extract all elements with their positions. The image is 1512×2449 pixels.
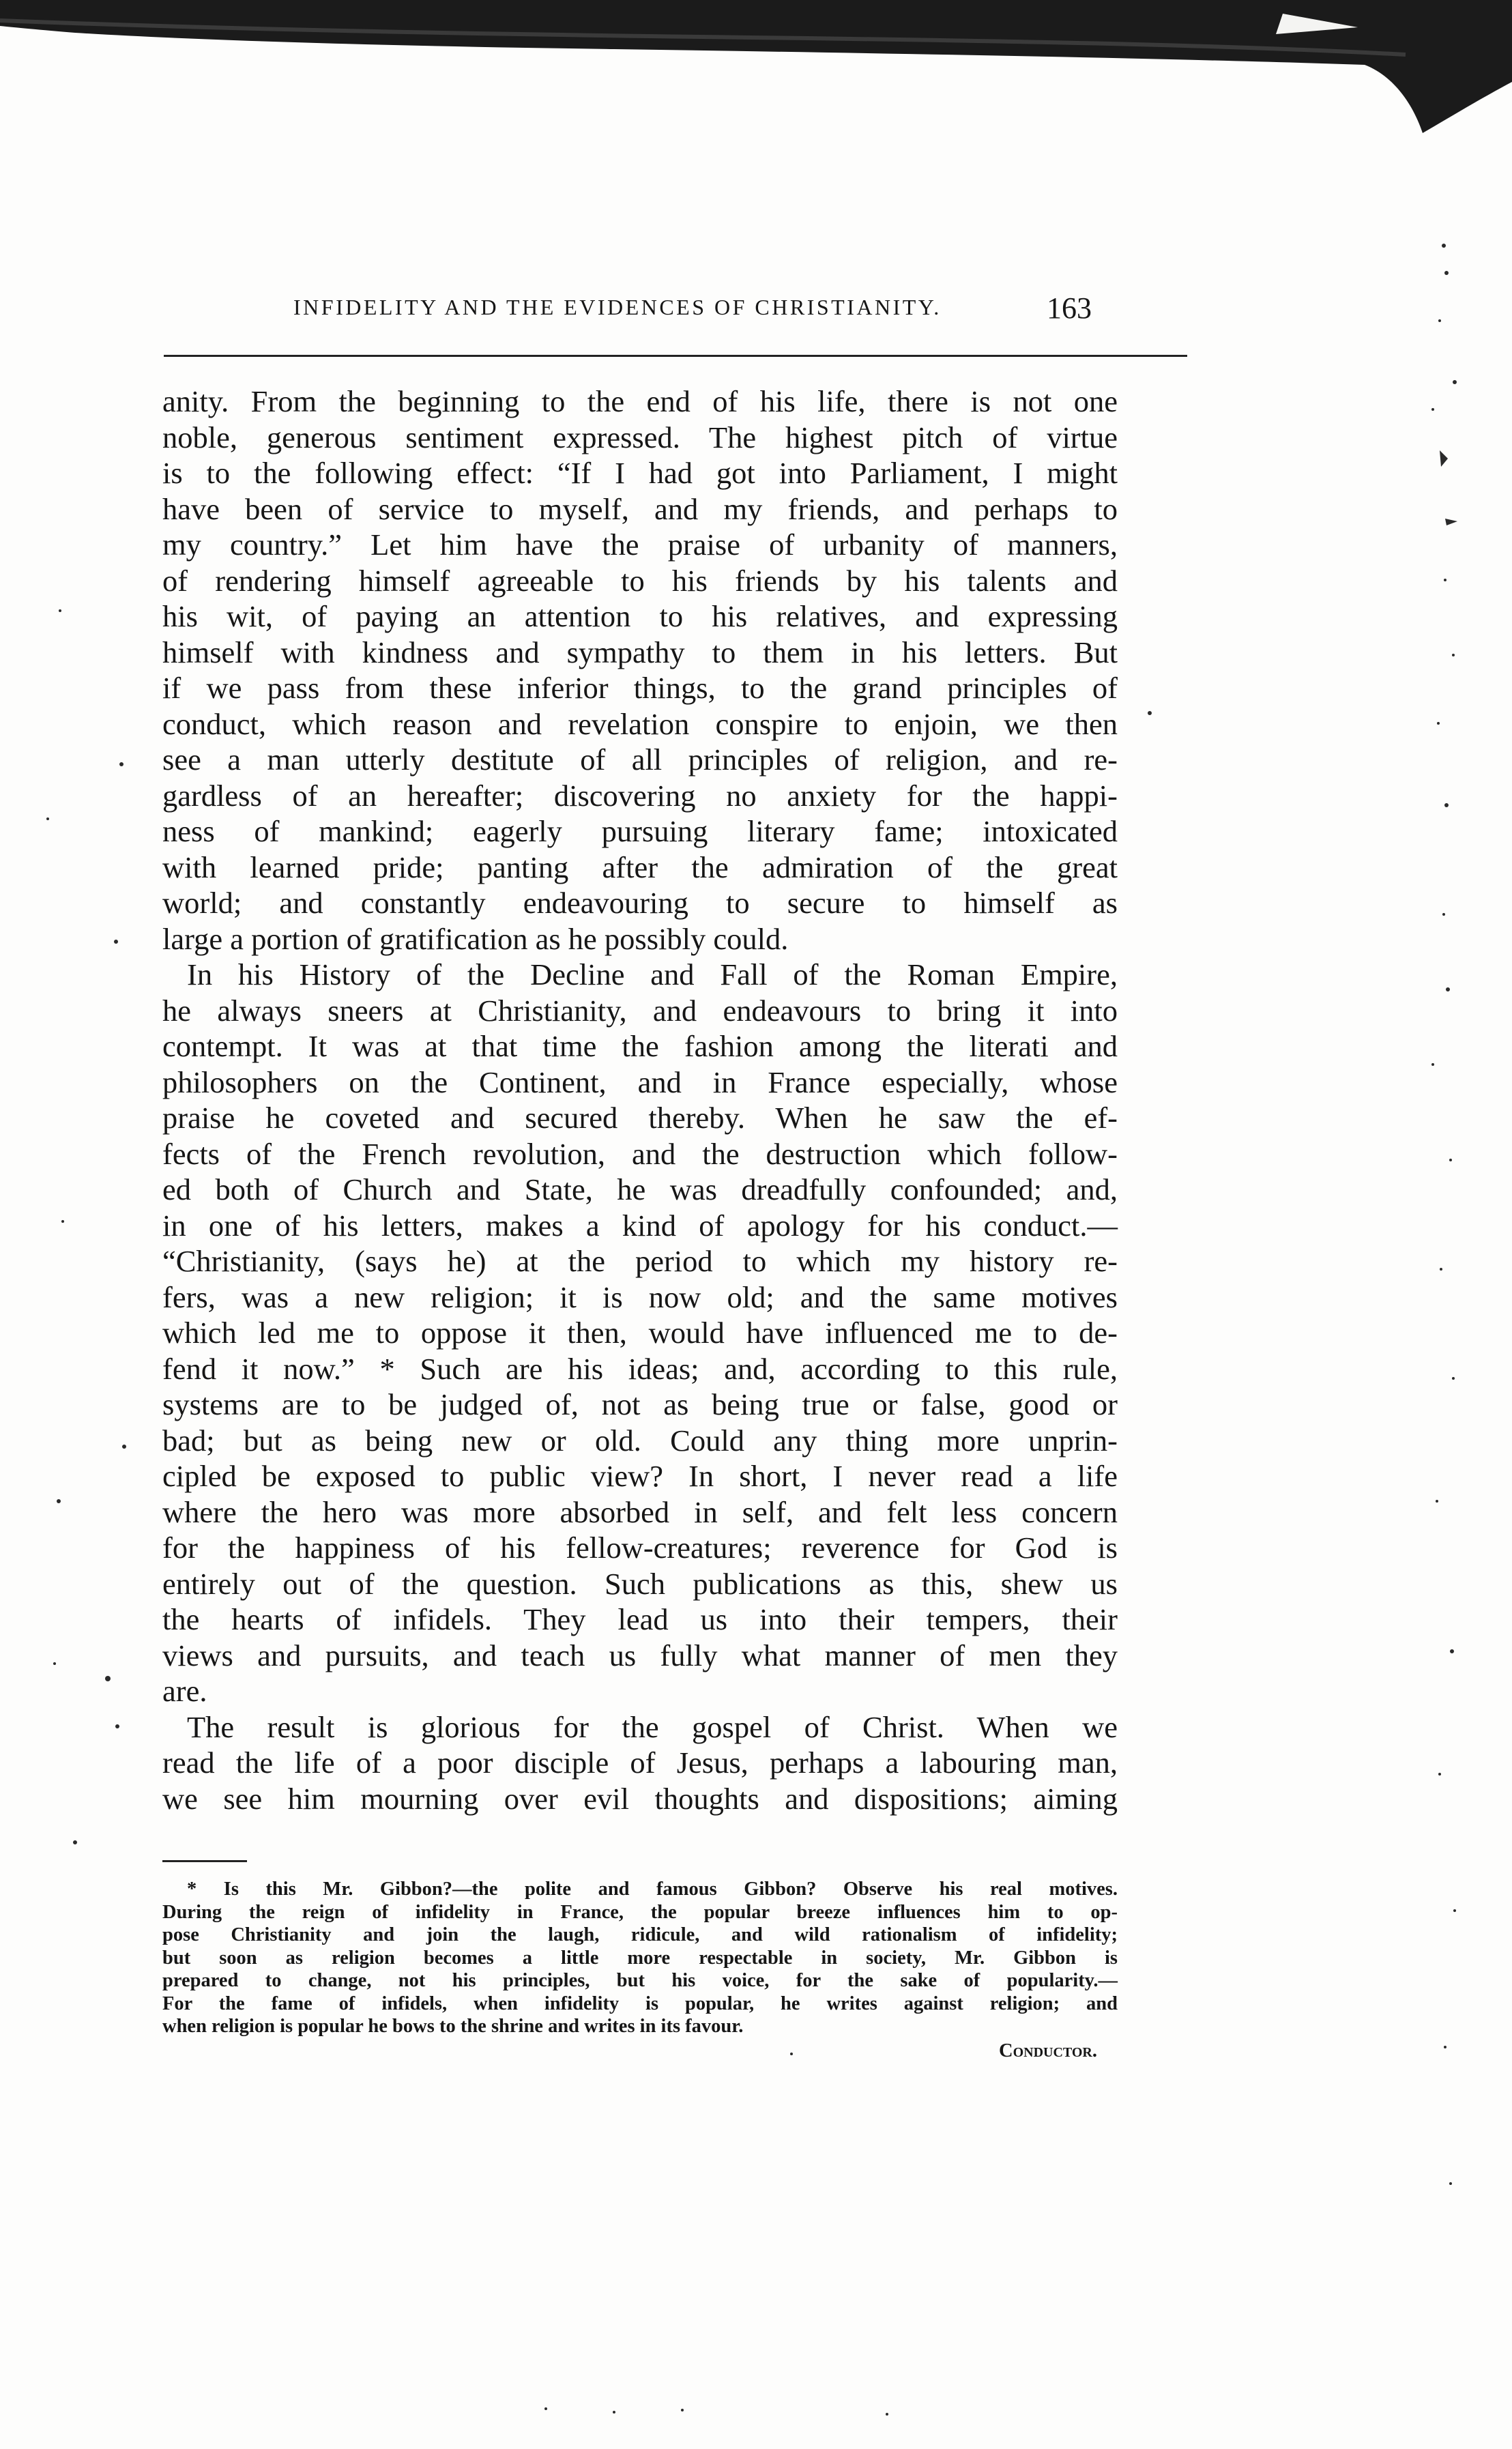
running-title: INFIDELITY AND THE EVIDENCES OF CHRISTIANITY.: [293, 295, 942, 319]
text-line: bad; but as being new or old. Could any thing more unprin-: [162, 1423, 1118, 1458]
text-line: praise he coveted and secured thereby. When he saw the ef-: [162, 1101, 1118, 1135]
footnote-signature: Conductor.: [998, 2040, 1097, 2061]
scan-edge-shadow: [0, 0, 1512, 136]
text-line: for the happiness of his fellow-creatures; reverence for God is: [162, 1531, 1118, 1565]
text-line: see a man utterly destitute of all principles of religion, and re-: [162, 742, 1118, 777]
text-line: which led me to oppose it then, would have influenced me to de-: [162, 1316, 1118, 1350]
text-line: if we pass from these inferior things, to the grand principles of: [162, 671, 1118, 705]
footnote-line: when religion is popular he bows to the shrine and writes in its favour.: [162, 2016, 744, 2037]
text-line: cipled be exposed to public view? In short, I never read a life: [162, 1459, 1118, 1493]
text-line: entirely out of the question. Such publications as this, shew us: [162, 1566, 1118, 1601]
header-rule: [164, 355, 1187, 357]
text-line: noble, generous sentiment expressed. The highest pitch of virtue: [162, 420, 1118, 454]
footnote-line: but soon as religion becomes a little more respectable in society, Mr. Gibbon is: [162, 1947, 1118, 1969]
text-line: systems are to be judged of, not as being true or false, good or: [162, 1387, 1118, 1421]
text-line: ed both of Church and State, he was dreadfully confounded; and,: [162, 1172, 1118, 1206]
text-line: conduct, which reason and revelation conspire to enjoin, we then: [162, 706, 1118, 741]
page-number: 163: [1047, 291, 1092, 325]
footnote-rule: [162, 1860, 247, 1862]
footnote-line: prepared to change, not his principles, but his voice, for the sake of popularity.—: [162, 1970, 1118, 1991]
text-line: we see him mourning over evil thoughts and dispositions; aiming: [162, 1781, 1118, 1816]
text-line: himself with kindness and sympathy to them in his letters. But: [162, 635, 1118, 669]
footnote: [162, 1878, 1118, 2062]
text-line: philosophers on the Continent, and in France especially, whose: [162, 1064, 1118, 1099]
text-line: The result is glorious for the gospel of Christ. When we: [187, 1709, 1118, 1744]
text-line: have been of service to myself, and my friends, and perhaps to: [162, 491, 1118, 526]
text-line: fend it now.” * Such are his ideas; and, according to this rule,: [162, 1351, 1118, 1386]
text-line: large a portion of gratification as he possibly could.: [162, 921, 789, 956]
text-line: is to the following effect: “If I had got into Parliament, I might: [162, 456, 1118, 490]
text-line: contempt. It was at that time the fashion among the literati and: [162, 1029, 1118, 1063]
text-line: he always sneers at Christianity, and endeavours to bring it into: [162, 993, 1118, 1028]
text-line: of rendering himself agreeable to his friends by his talents and: [162, 563, 1118, 598]
text-line: fects of the French revolution, and the destruction which follow-: [162, 1136, 1118, 1171]
footnote-line: * Is this Mr. Gibbon?—the polite and famous Gibbon? Observe his real motives.: [187, 1879, 1118, 1900]
footnote-line: During the reign of infidelity in France, the popular breeze influences him to op-: [162, 1901, 1118, 1923]
text-line: in one of his letters, makes a kind of apology for his conduct.—: [162, 1208, 1118, 1243]
text-line: views and pursuits, and teach us fully what manner of men they: [162, 1638, 1118, 1672]
text-line: fers, was a new religion; it is now old; and the same motives: [162, 1279, 1118, 1314]
text-line: the hearts of infidels. They lead us into their tempers, their: [162, 1602, 1118, 1636]
text-line: In his History of the Decline and Fall of the Roman Empire,: [187, 957, 1118, 991]
text-line: anity. From the beginning to the end of his life, there is not one: [162, 384, 1118, 418]
footnote-line: pose Christianity and join the laugh, ridicule, and wild rationalism of infidelity;: [162, 1924, 1118, 1945]
text-line: his wit, of paying an attention to his relatives, and expressing: [162, 599, 1118, 633]
body-text: [162, 383, 1118, 1816]
text-line: my country.” Let him have the praise of urbanity of manners,: [162, 527, 1118, 562]
running-head: [293, 291, 1153, 336]
footnote-line: For the fame of infidels, when infidelity is popular, he writes against religion; and: [162, 1992, 1118, 2014]
text-line: read the life of a poor disciple of Jesus, perhaps a labouring man,: [162, 1745, 1118, 1780]
text-line: “Christianity, (says he) at the period to which my history re-: [162, 1244, 1118, 1278]
text-line: are.: [162, 1674, 207, 1708]
text-line: ness of mankind; eagerly pursuing literary fame; intoxicated: [162, 814, 1118, 848]
text-line: gardless of an hereafter; discovering no anxiety for the happi-: [162, 778, 1118, 813]
text-line: world; and constantly endeavouring to secure to himself as: [162, 886, 1118, 920]
text-line: with learned pride; panting after the admiration of the great: [162, 850, 1118, 884]
text-line: where the hero was more absorbed in self, and felt less concern: [162, 1494, 1118, 1529]
